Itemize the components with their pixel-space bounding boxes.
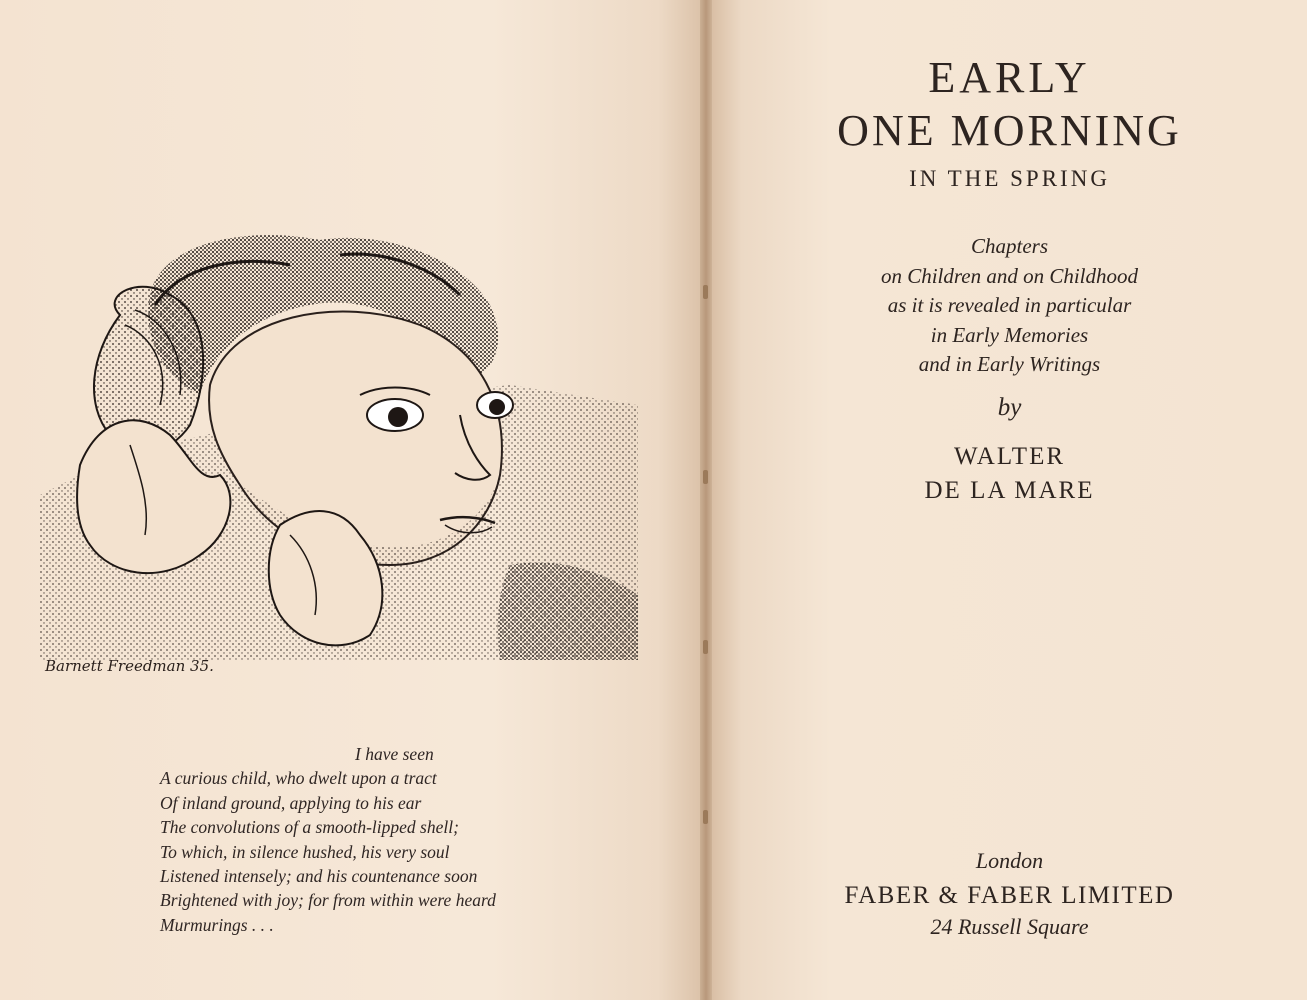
author-first-name: WALTER — [953, 443, 1066, 470]
book-gutter — [700, 0, 712, 1000]
subtitle-line: on Children and on Childhood — [880, 263, 1139, 288]
by-line: by — [997, 394, 1022, 421]
poem-line: Of inland ground, applying to his ear — [160, 792, 422, 813]
binding-stitch — [703, 470, 708, 484]
publisher-address: 24 Russell Square — [930, 914, 1089, 939]
author-last-name: DE LA MARE — [924, 477, 1095, 504]
title-line-early: EARLY — [928, 53, 1091, 102]
subtitle-line: as it is revealed in particular — [887, 293, 1132, 317]
author-name — [712, 440, 1307, 508]
binding-stitch — [703, 810, 708, 824]
subtitle-line: in Early Memories — [930, 322, 1089, 347]
poem-line: I have seen — [355, 744, 434, 764]
subtitle-line: Chapters — [970, 234, 1048, 258]
subtitle — [712, 232, 1307, 380]
poem-line: Murmurings . . . — [160, 914, 274, 935]
poem-line: Listened intensely; and his countenance soon — [160, 866, 478, 887]
artist-signature: Barnett Freedman 35. — [45, 657, 214, 675]
publisher-name: FABER & FABER LIMITED — [844, 882, 1175, 909]
poem-line: The convolutions of a smooth-lipped shell; — [160, 817, 459, 838]
binding-stitch — [703, 285, 708, 299]
binding-stitch — [703, 640, 708, 654]
title-line-one-morning: ONE MORNING — [837, 106, 1182, 155]
publisher-city: London — [975, 848, 1044, 873]
poem-line: Brightened with joy; for from within were heard — [160, 890, 496, 911]
poem-line: To which, in silence hushed, his very soul — [160, 841, 450, 862]
frontispiece-illustration — [40, 235, 638, 660]
subtitle-line: and in Early Writings — [918, 352, 1101, 376]
title-line-in-the-spring: IN THE SPRING — [909, 166, 1110, 191]
poem-line: A curious child, who dwelt upon a tract — [160, 768, 437, 789]
epigraph-poem — [160, 742, 600, 937]
